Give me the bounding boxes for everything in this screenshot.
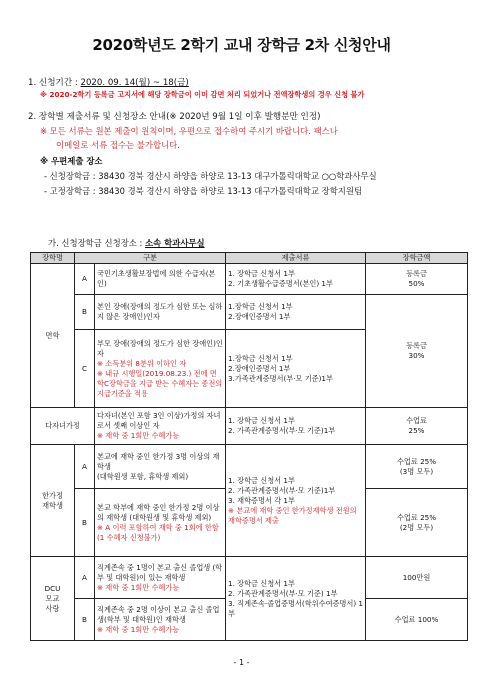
apply-period-label: 1. 신청기간 :	[28, 78, 81, 88]
page-title: 2020학년도 2학기 교내 장학금 2차 신청안내	[92, 36, 391, 54]
cat-myeonhak: 면학	[31, 264, 75, 408]
docs-note: ※ 본교에 재학 중인 한가정재학생 전원의 재학증명서 제출	[228, 505, 357, 525]
criteria-note: ※ A 이력 포함하여 재학 중 1회에 한함(1 수혜자 신청불가)	[97, 522, 219, 542]
sub-label: A	[75, 445, 95, 489]
amount-cell: 수업료 25% (3명 모두)	[366, 445, 468, 489]
cat-multichild: 다자녀가정	[31, 408, 95, 445]
docs-cell	[226, 445, 366, 557]
mail-heading: ※ 우편제출 장소	[40, 156, 103, 166]
table-row	[31, 557, 468, 599]
criteria-text: 다자녀(본인 포함 3인 이상)가정의 자녀로서 셋째 이상인 자	[97, 411, 221, 430]
sub-label: B	[75, 489, 95, 557]
table-row	[31, 264, 468, 295]
cat-family-students: 한가정 재학생	[31, 445, 75, 557]
criteria-text: 직계존속 중 2명 이상이 본교 출신 졸업생(학부 및 대학원)인 재학생	[97, 604, 220, 624]
amount-cell: 등록금 50%	[366, 264, 468, 295]
table-row	[31, 295, 468, 330]
sub-label: B	[75, 599, 95, 641]
docs-cell: 1.장학금 신청서 1부 2.장애인증명서 1부	[226, 295, 366, 330]
amount-cell: 등록금 30%	[366, 295, 468, 408]
criteria-cell	[95, 330, 226, 408]
criteria-text: 본교 학부에 재학 중인 한가정 2명 이상의 재학생 (대학원생 및 휴학생 제외)	[97, 502, 220, 522]
sub-label: B	[75, 295, 95, 330]
cat-dcu-alumni: DCU 모교 사랑	[31, 557, 75, 641]
docs-section-heading: 2. 장학별 제출서류 및 신청장소 안내(※ 2020년 9월 1일 이후 발행분만 인정)	[28, 112, 321, 122]
criteria-note: ※ 재학 중 1회만 수혜가능	[97, 582, 180, 592]
amount-cell: 100만원	[366, 557, 468, 599]
original-docs-note-1: ※ 모든 서류는 원본 제출이 원칙이며, 우편으로 접수하여 주시기 바랍니다. 팩스나	[40, 126, 338, 136]
criteria-cell	[95, 599, 226, 641]
application-place	[48, 237, 205, 249]
header-scholarship: 장학명	[31, 253, 75, 264]
criteria-note: ※ 재학 중 1회만 수혜가능	[97, 624, 180, 634]
header-amount: 장학금액	[366, 253, 468, 264]
apply-period	[28, 76, 189, 88]
sub-label: A	[75, 557, 95, 599]
criteria-cell	[95, 489, 226, 557]
criteria-cell: 국민기초생활보장법에 의한 수급자(본인)	[95, 264, 226, 295]
original-docs-note-2: 이메일로 서류 접수는 불가합니다.	[56, 140, 180, 150]
page-number: - 1 -	[233, 658, 250, 667]
table-row	[31, 408, 468, 445]
amount-cell: 수업료 100%	[366, 599, 468, 641]
docs-cell: 1. 장학금 신청서 1부 2. 가족관계증명서(부·모 기준) 1부 3. 직계존속·졸업증명서(학위수여증명서) 1부	[226, 557, 366, 641]
criteria-cell	[95, 408, 226, 445]
application-place-value: 소속 학과사무실	[145, 238, 205, 248]
criteria-cell	[95, 445, 226, 489]
docs-cell: 1.장학금 신청서 1부 2.장애인증명서 1부 3.가족관계증명서(부·모 기준)1부	[226, 330, 366, 408]
criteria-text: 직계존속 중 1명이 본교 출신 졸업생 (학부 및 대학원)이 있는 재학생	[97, 562, 223, 582]
apply-period-value: 2020. 09. 14(월) ~ 18(금)	[80, 78, 189, 88]
docs-cell: 1. 장학금 신청서 1부 2. 기초생활수급증명서(본인) 1부	[226, 264, 366, 295]
criteria-sub: (대학원생 포함, 휴학생 제외)	[97, 471, 189, 481]
criteria-note: ※ 내규 시행일(2019.08.23.) 전에 면학C장학금을 지급 받는 수혜자는 종전의 지급기준을 적용	[97, 368, 223, 398]
amount-cell: 수업료 25%	[366, 408, 468, 445]
docs-cell: 1. 장학금 신청서 1부 2. 가족관계증명서(부·모 기준)1부	[226, 408, 366, 445]
sub-label: A	[75, 264, 95, 295]
docs-text: 1. 장학금 신청서 1부 2. 가족관계증명서(부·모 기준)1부 3. 재학증명서 각 1부	[228, 475, 336, 505]
header-category: 구분	[75, 253, 226, 264]
scholarship-table	[30, 252, 468, 641]
table-header-row	[31, 253, 468, 264]
criteria-note: ※ 소득분위 8분위 이하인 자	[97, 358, 187, 368]
criteria-text: 본교에 재학 중인 한가정 3명 이상의 재학생	[97, 451, 220, 471]
criteria-note: ※ 재학 중 1회만 수혜가능	[97, 431, 180, 440]
criteria-cell	[95, 557, 226, 599]
application-place-prefix: 가. 신청장학금 신청장소 :	[48, 238, 146, 248]
mail-address-fixed: - 고정장학금 : 38430 경북 경산시 하양읍 하양로 13-13 대구가톨릭대학교 장학지원팀	[44, 186, 363, 196]
apply-period-note: ※ 2020-2학기 등록금 고지서에 해당 장학금이 이미 감면 처리 되었거나 전액장학생의 경우 신청 불가	[40, 90, 365, 99]
sub-label: C	[75, 330, 95, 408]
amount-cell: 수업료 25% (2명 모두)	[366, 489, 468, 557]
criteria-text: 부모 장애(장애의 정도가 심한 장애인)인자	[97, 338, 223, 358]
header-documents: 제출서류	[226, 253, 366, 264]
criteria-cell: 본인 장애(장애의 정도가 심한 또는 심하지 않은 장애인)인자	[95, 295, 226, 330]
table-row	[31, 445, 468, 489]
mail-address-application: - 신청장학금 : 38430 경북 경산시 하양읍 하양로 13-13 대구가톨릭대학교 ○○학과사무실	[44, 171, 377, 181]
